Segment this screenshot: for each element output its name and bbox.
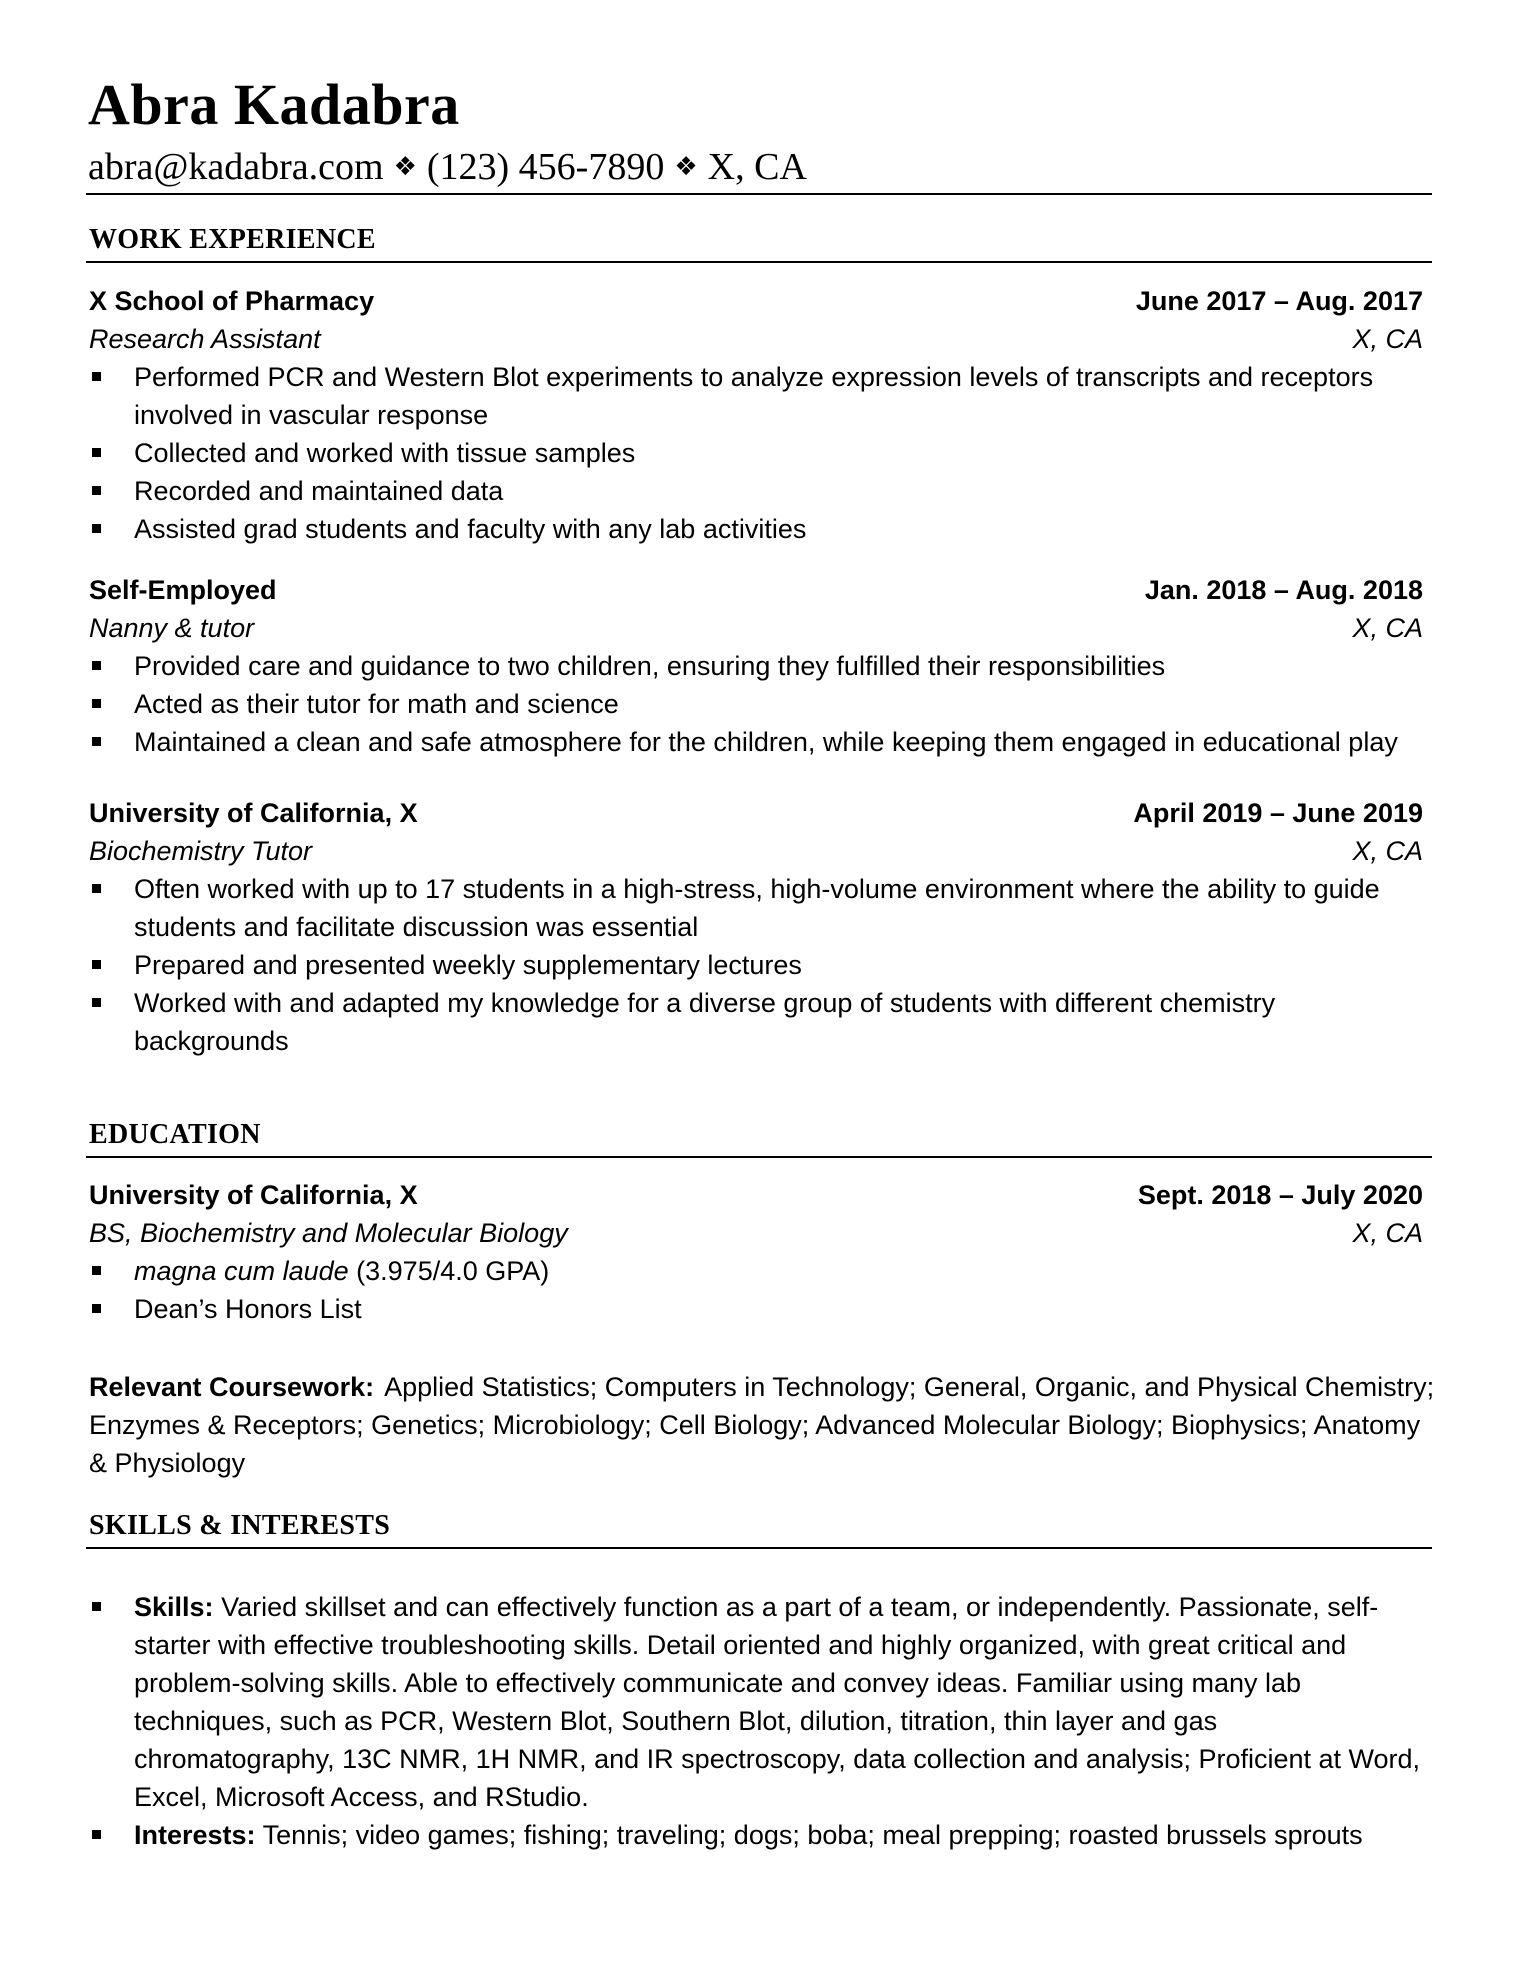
school-location: X, CA	[1352, 1218, 1423, 1248]
list-item: Maintained a clean and safe atmosphere for the children, while keeping them engaged in educational play	[89, 723, 1431, 761]
job-location: X, CA	[1352, 836, 1423, 866]
contact-line	[88, 148, 807, 186]
interests-label: Interests:	[134, 1820, 256, 1850]
square-bullet-icon	[92, 372, 101, 381]
degree-title: BS, Biochemistry and Molecular Biology	[89, 1218, 568, 1248]
list-item: Performed PCR and Western Blot experiments to analyze expression levels of transcripts and receptors involved in vascular response	[89, 358, 1431, 434]
header-divider	[86, 193, 1432, 195]
square-bullet-icon	[92, 1304, 101, 1313]
diamond-separator-icon: ❖	[674, 152, 698, 182]
job-bullets	[89, 358, 1431, 548]
education-bullets	[89, 1252, 1431, 1328]
education-heading: EDUCATION	[89, 1119, 261, 1150]
square-bullet-icon	[92, 524, 101, 533]
square-bullet-icon	[92, 486, 101, 495]
employer-name: Self-Employed	[89, 575, 277, 605]
square-bullet-icon	[92, 699, 101, 708]
skills-interests-heading: SKILLS & INTERESTS	[89, 1510, 391, 1541]
square-bullet-icon	[92, 737, 101, 746]
job-location: X, CA	[1352, 324, 1423, 354]
education-divider	[86, 1156, 1432, 1158]
school-name: University of California, X	[89, 1180, 418, 1210]
job-bullets	[89, 870, 1431, 1060]
job-title: Nanny & tutor	[89, 613, 255, 643]
list-item: Often worked with up to 17 students in a high-stress, high-volume environment where the ability to guide students and facilitate discussion was essential	[89, 870, 1431, 946]
job-dates: June 2017 – Aug. 2017	[1135, 286, 1423, 316]
gpa-value: (3.975/4.0 GPA)	[356, 1256, 550, 1286]
square-bullet-icon	[92, 661, 101, 670]
square-bullet-icon	[92, 960, 101, 969]
phone-number: (123) 456-7890	[426, 146, 665, 188]
home-location: X, CA	[707, 146, 807, 188]
square-bullet-icon	[92, 998, 101, 1007]
list-item: Prepared and presented weekly supplementary lectures	[89, 946, 1431, 984]
list-item: Provided care and guidance to two children, ensuring they fulfilled their responsibilities	[89, 647, 1431, 685]
diamond-separator-icon: ❖	[393, 152, 417, 182]
job-dates: Jan. 2018 – Aug. 2018	[1144, 575, 1423, 605]
job-location: X, CA	[1352, 613, 1423, 643]
square-bullet-icon	[92, 884, 101, 893]
education-dates: Sept. 2018 – July 2020	[1137, 1180, 1423, 1210]
skills-text: Varied skillset and can effectively function as a part of a team, or independently. Passionate, self-starter with effective troubleshooting skills. Detail oriented and highly organized, with great critical and problem-solving skills. Able to effectively communicate and convey ideas. Familiar using many lab techniques, such as PCR, Western Blot, Southern Blot, dilution, titration, thin layer and gas chromatography, 13C NMR, 1H NMR, and IR spectroscopy, data collection and analysis; Proficient at Word, Excel, Microsoft Access, and RStudio.	[134, 1592, 1421, 1812]
education-entry	[89, 1176, 1431, 1328]
list-item	[89, 1588, 1431, 1816]
latin-honor: magna cum laude	[134, 1256, 349, 1286]
employer-name: X School of Pharmacy	[89, 286, 375, 316]
interests-text: Tennis; video games; fishing; traveling; dogs; boba; meal prepping; roasted brussels sprouts	[262, 1820, 1363, 1850]
work-experience-divider	[86, 261, 1432, 263]
skills-bullets	[89, 1588, 1431, 1854]
relevant-coursework	[89, 1368, 1439, 1482]
job-title: Biochemistry Tutor	[89, 836, 313, 866]
square-bullet-icon	[92, 1602, 101, 1611]
skills-interests-entry	[89, 1588, 1431, 1854]
job-bullets	[89, 647, 1431, 761]
square-bullet-icon	[92, 1830, 101, 1839]
job-entry-self-employed	[89, 571, 1431, 761]
job-dates: April 2019 – June 2019	[1133, 798, 1423, 828]
list-item: Assisted grad students and faculty with any lab activities	[89, 510, 1431, 548]
work-experience-heading: WORK EXPERIENCE	[89, 224, 376, 255]
job-entry-pharmacy	[89, 282, 1431, 548]
square-bullet-icon	[92, 1266, 101, 1275]
list-item	[89, 1816, 1431, 1854]
list-item: Recorded and maintained data	[89, 472, 1431, 510]
employer-name: University of California, X	[89, 798, 418, 828]
job-entry-biochem-tutor	[89, 794, 1431, 1060]
list-item: Worked with and adapted my knowledge for a diverse group of students with different chemistry backgrounds	[89, 984, 1431, 1060]
list-item	[89, 1252, 1431, 1290]
list-item: Collected and worked with tissue samples	[89, 434, 1431, 472]
skills-interests-divider	[86, 1547, 1432, 1549]
coursework-list: Applied Statistics; Computers in Technology; General, Organic, and Physical Chemistry; Enzymes & Receptors; Genetics; Microbiology; Cell Biology; Advanced Molecular Biology; Biophysics; Anatomy & Physiology	[89, 1372, 1435, 1478]
list-item: Dean’s Honors List	[89, 1290, 1431, 1328]
job-title: Research Assistant	[89, 324, 321, 354]
email-link[interactable]: abra@kadabra.com	[88, 146, 384, 188]
skills-label: Skills:	[134, 1592, 214, 1622]
list-item: Acted as their tutor for math and science	[89, 685, 1431, 723]
square-bullet-icon	[92, 448, 101, 457]
candidate-name: Abra Kadabra	[88, 72, 460, 137]
coursework-label: Relevant Coursework:	[89, 1372, 375, 1402]
